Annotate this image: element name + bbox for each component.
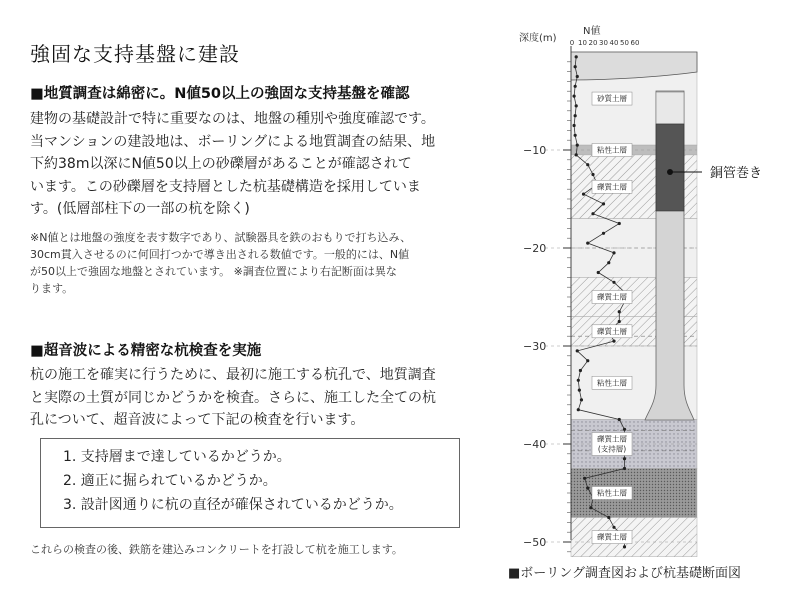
layer-label-line: 砂質土層 — [597, 94, 627, 104]
layer-label-line: 礫質土層 — [597, 532, 627, 542]
depth-ticks — [523, 62, 571, 552]
layer-label-line: 粘性土層 — [597, 488, 627, 498]
n-tick-label: 10 — [578, 39, 587, 47]
n-value-point — [612, 526, 615, 529]
section-heading-survey: ■地質調査は綿密に。N値50以上の強固な支持基盤を確認 — [30, 86, 410, 102]
n-value-point — [623, 457, 626, 460]
note-line: ります。 — [30, 282, 74, 295]
n-tick-label: 60 — [630, 39, 640, 47]
layer-label — [597, 292, 627, 302]
n-value-point — [574, 134, 577, 137]
layer-label — [597, 145, 627, 155]
n-value-point — [612, 251, 615, 254]
n-value-point — [583, 477, 586, 480]
layer-label-line: 粘性土層 — [597, 378, 627, 388]
depth-tick-label: −30 — [523, 340, 547, 353]
note-line: 30cm貫入させるのに何回打つかで導き出される数値です。一般的には、N値 — [30, 248, 410, 261]
n-value-point — [575, 55, 578, 58]
n-value-point — [575, 104, 578, 107]
depth-tick-label: −10 — [523, 144, 547, 157]
n-value-point — [582, 193, 585, 196]
n-value-point — [612, 340, 615, 343]
n-value-point — [576, 144, 579, 147]
n-value-label: N値 — [583, 26, 601, 37]
steel-casing — [656, 124, 684, 211]
section-heading-ultrasonic: ■超音波による精密な杭検査を実施 — [30, 343, 262, 359]
layer-label — [597, 488, 627, 498]
n-value-point — [612, 281, 615, 284]
n-value-point — [586, 487, 589, 490]
layer-label — [597, 377, 627, 387]
layer-label — [597, 326, 627, 336]
n-value-point — [607, 261, 610, 264]
depth-axis-label: 深度(m) — [519, 33, 557, 44]
survey-line: 当マンションの建設地は、ボーリングによる地質調査の結果、地 — [30, 133, 436, 150]
n-value-point — [577, 408, 580, 411]
n-value-ticks — [570, 39, 640, 47]
layer-label-line: 礫質土層 — [597, 434, 627, 444]
n-value-point — [597, 271, 600, 274]
n-value-point — [575, 153, 578, 156]
n-value-point — [586, 359, 589, 362]
pile-head — [656, 92, 684, 124]
n-value-point — [586, 163, 589, 166]
survey-line: います。この砂礫層を支持層とした杭基礎構造を採用していま — [30, 178, 421, 195]
page-title: 強固な支持基盤に建設 — [30, 42, 240, 66]
n-tick-label: 50 — [620, 39, 629, 47]
ultrasonic-line: 孔について、超音波によって下記の検査を行います。 — [30, 412, 365, 428]
n-value-point — [623, 467, 626, 470]
n-value-point — [589, 506, 592, 509]
n-tick-label: 20 — [588, 39, 598, 47]
layer-label-line: 礫質土層 — [597, 292, 627, 302]
n-value-point — [623, 545, 626, 548]
layer-label-line: 粘性土層 — [597, 145, 627, 155]
n-value-point — [576, 349, 579, 352]
layer-label — [597, 181, 627, 191]
ultrasonic-line: 杭の施工を確実に行うために、最初に施工する杭孔で、地質調査 — [30, 367, 436, 383]
casing-label: 銅管巻き — [710, 166, 763, 181]
construction-note: これらの検査の後、鉄筋を建込みコンクリートを打設して杭を施工します。 — [30, 543, 403, 556]
check-item: 2. 適正に掘られているかどうか。 — [63, 473, 277, 489]
n-value-point — [618, 310, 621, 313]
check-item: 3. 設計図通りに杭の直径が確保されているかどうか。 — [63, 497, 403, 513]
ultrasonic-line: と実際の土質が同じかどうかを検査。さらに、施工した全ての杭 — [30, 389, 436, 406]
n-value-point — [574, 65, 577, 68]
layer-label-line: 礫質土層 — [597, 182, 627, 192]
n-tick-label: 30 — [599, 39, 608, 47]
soil-layer — [571, 518, 697, 557]
diagram-caption: ■ボーリング調査図および杭基礎断面図 — [508, 566, 742, 581]
n-value-point — [602, 202, 605, 205]
layer-label — [597, 532, 627, 542]
n-value-point — [579, 369, 582, 372]
n-value-point — [618, 320, 621, 323]
n-value-point — [574, 114, 577, 117]
n-value-point — [618, 222, 621, 225]
layer-label — [597, 93, 627, 103]
n-value-point — [618, 418, 621, 421]
survey-line: 建物の基礎設計で特に重要なのは、地盤の種別や強度確認です。 — [30, 111, 435, 127]
layer-label-line: (支持層) — [597, 444, 627, 454]
depth-tick-label: −50 — [523, 536, 547, 549]
soil-layer — [571, 469, 697, 518]
n-value-point — [577, 379, 580, 382]
depth-tick-label: −20 — [523, 242, 547, 255]
n-value-point — [586, 242, 589, 245]
n-tick-label: 40 — [609, 39, 619, 47]
layer-label-line: 礫質土層 — [597, 326, 627, 336]
n-value-point — [574, 85, 577, 88]
survey-line: す。(低層部柱下の一部の杭を除く) — [30, 201, 250, 217]
n-value-point — [573, 124, 576, 127]
n-value-point — [578, 389, 581, 392]
n-value-point — [602, 232, 605, 235]
n-value-point — [576, 75, 579, 78]
check-item: 1. 支持層まで達しているかどうか。 — [63, 449, 291, 465]
n-value-point — [607, 516, 610, 519]
n-value-point — [591, 173, 594, 176]
n-value-point — [573, 95, 576, 98]
depth-tick-label: −40 — [523, 438, 547, 451]
n-tick-label: 0 — [569, 39, 575, 47]
n-value-point — [591, 212, 594, 215]
n-value-point — [623, 428, 626, 431]
survey-line: 下約38m以深にN値50以上の砂礫層があることが確認されて — [30, 156, 412, 172]
n-value-point — [580, 398, 583, 401]
note-line: ※N値とは地盤の強度を表す数字であり、試験器具を鉄のおもりで打ち込み、 — [30, 231, 412, 244]
note-line: が50以上で強固な地盤とされています。 ※調査位置により右記断面は異な — [30, 265, 397, 278]
